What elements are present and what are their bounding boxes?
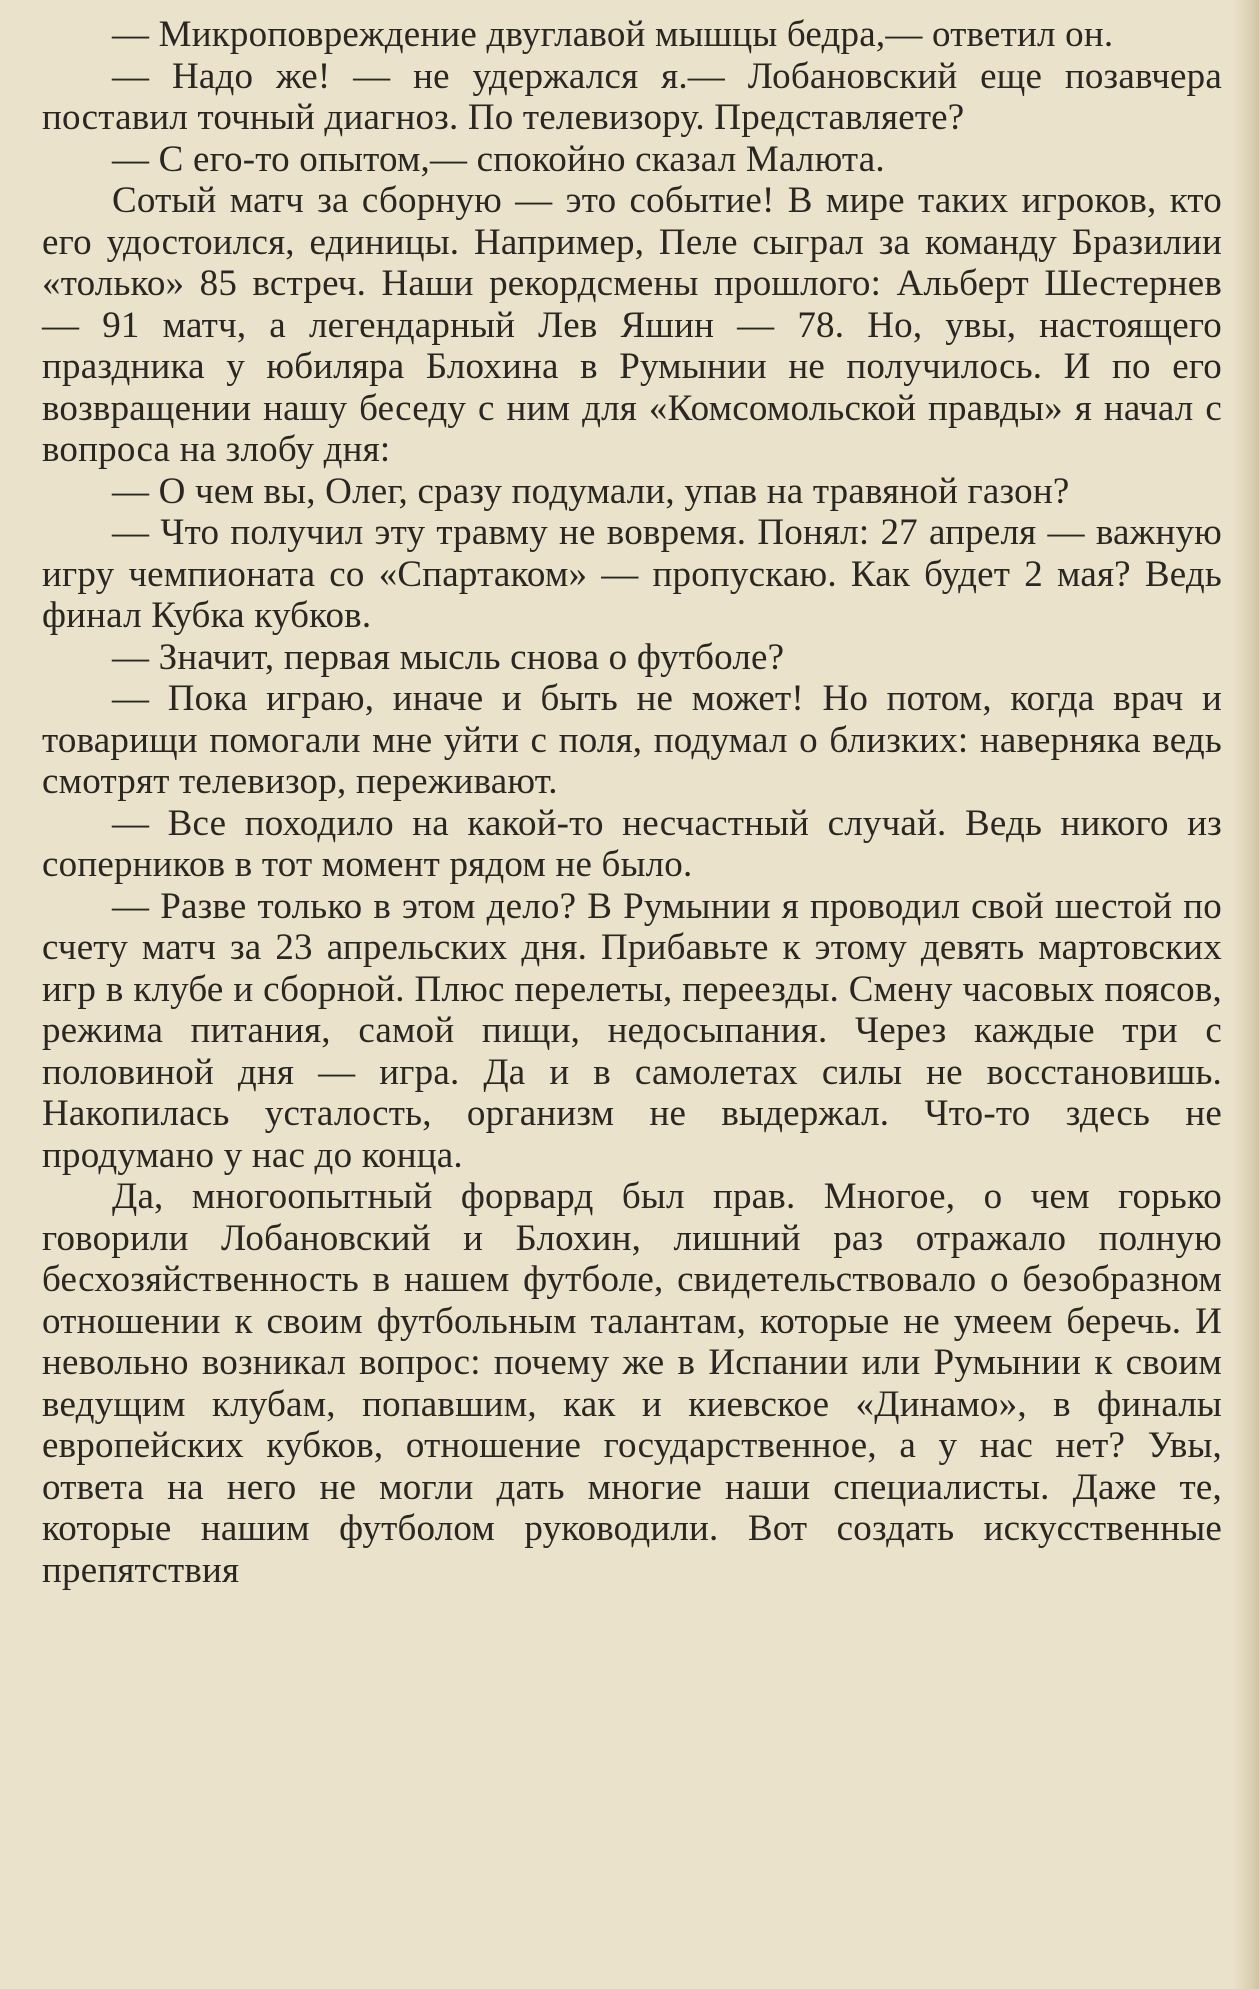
paragraph-5: — О чем вы, Олег, сразу подумали, упав на травяной газон? xyxy=(112,470,1070,512)
paragraph-6: — Что получил эту травму не вовремя. Понял: 27 апреля — важную игру чемпионата со «Спартаком» — пропускаю. Как будет 2 мая? Ведь финал Кубка кубков. xyxy=(42,512,1222,636)
paragraph-11: Да, многоопытный форвард был прав. Многое, о чем горько говорили Лобановский и Блохин, лишний раз отражало полную бесхозяйственность в нашем футболе, свидетельствовало о безобразном отношении к своим футбольным талантам, которые не умеем беречь. И невольно возникал вопрос: почему же в Испании или Румынии к своим ведущим клубам, попавшим, как и киевское «Динамо», в финалы европейских кубков, отношение государственное, а у нас нет? Увы, ответа на него не могли дать многие наши специалисты. Даже те, которые нашим футболом руководили. Вот создать искусственные препятствия xyxy=(42,1176,1222,1591)
paragraph-10: — Разве только в этом дело? В Румынии я проводил свой шестой по счету матч за 23 апрельских дня. Прибавьте к этому девять мартовских игр в клубе и сборной. Плюс перелеты, переезды. Смену часовых поясов, режима питания, самой пищи, недосыпания. Через каждые три с половиной дня — игра. Да и в самолетах силы не восстановишь. Накопилась усталость, организм не выдержал. Что-то здесь не продумано у нас до конца. xyxy=(42,885,1222,1176)
paragraph-9: — Все походило на какой-то несчастный случай. Ведь никого из соперников в тот момент рядом не было. xyxy=(42,802,1222,885)
paragraph-7: — Значит, первая мысль снова о футболе? xyxy=(112,636,785,678)
paragraph-4: Сотый матч за сборную — это событие! В мире таких игроков, кто его удостоился, единицы. Например, Пеле сыграл за команду Бразилии «только» 85 встреч. Наши рекордсмены прошлого: Альберт Шестернев — 91 матч, а легендарный Лев Яшин — 78. Но, увы, настоящего праздника у юбиляра Блохина в Румынии не получилось. И по его возвращении нашу беседу с ним для «Комсомольской правды» я начал с вопроса на злобу дня: xyxy=(42,180,1222,470)
paragraph-1: — Микроповреждение двуглавой мышцы бедра,— ответил он. xyxy=(112,14,1114,55)
paragraph-2: — Надо же! — не удержался я.— Лобановский еще позавчера поставил точный диагноз. По телевизору. Представляете? xyxy=(42,55,1222,138)
text-block xyxy=(42,14,1222,1591)
paragraph-3: — С его-то опытом,— спокойно сказал Малюта. xyxy=(112,138,885,180)
paragraph-8: — Пока играю, иначе и быть не может! Но потом, когда врач и товарищи помогали мне уйти с поля, подумал о близких: наверняка ведь смотрят телевизор, переживают. xyxy=(42,678,1222,802)
